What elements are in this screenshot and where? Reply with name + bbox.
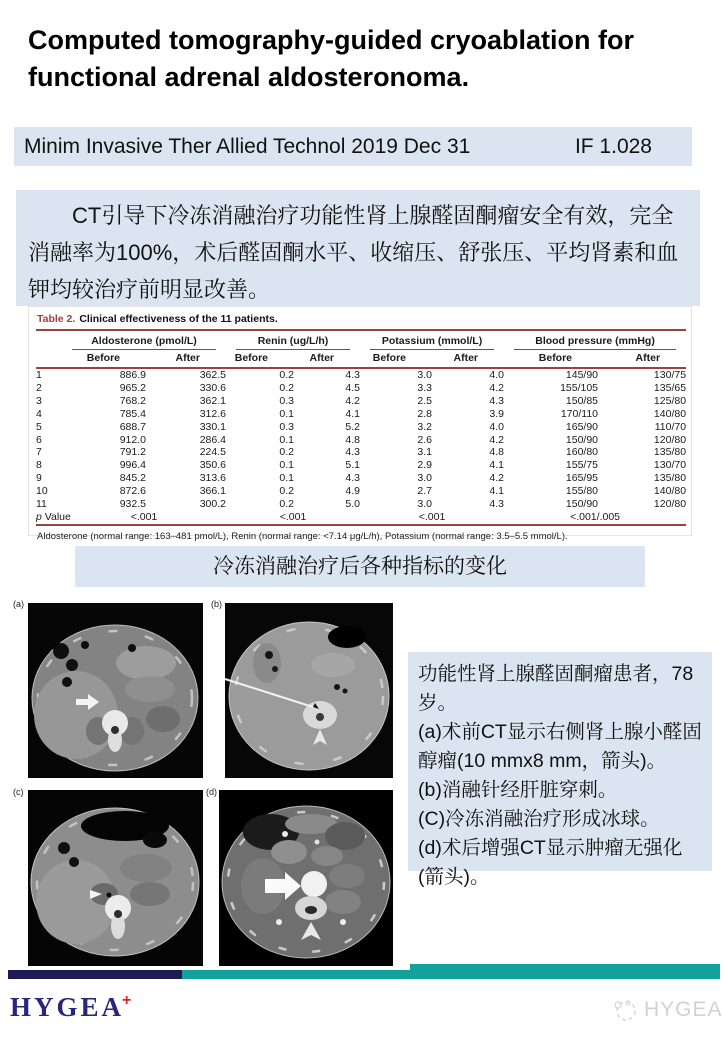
- figure-label-b: (b): [211, 599, 222, 609]
- table-footnote: Aldosterone (normal range: 163–481 pmol/L), Renin (normal range: <7.14 μg/L/h), Potassium (normal range: 3.5–5.5 mmol/L).: [37, 530, 568, 542]
- table-row: 11 932.5 300.2 0.2 5.0 3.0 4.3 150/90 120/80: [36, 498, 687, 511]
- page-title: Computed tomography-guided cryoablation for functional adrenal aldosteronoma.: [28, 25, 634, 92]
- description-line: (a)术前CT显示右侧肾上腺小醛固醇瘤(10 mmx8 mm，箭头)。: [418, 721, 702, 772]
- col-group-renin: Renin (ug/L/h): [226, 330, 360, 350]
- summary-box: [16, 190, 700, 306]
- p-value-blood-pressure: <.001/.005: [504, 511, 686, 525]
- p-value-row: [36, 511, 686, 525]
- table-row: 5 688.7 330.1 0.3 5.2 3.2 4.0 165/90 110/70: [36, 420, 687, 433]
- col-before: Before: [360, 350, 432, 368]
- figure-description-box: [408, 652, 712, 888]
- table-row: 1 886.9 362.5 0.2 4.3 3.0 4.0 145/90 130/75: [36, 369, 687, 381]
- ct-image-b: [225, 603, 393, 778]
- hygea-watermark: [612, 997, 723, 1023]
- ct-scan-a-graphic: [28, 603, 203, 778]
- col-after: After: [146, 350, 226, 368]
- p-value-label: p Value: [36, 510, 71, 523]
- table-row: 2 965.2 330.6 0.2 4.5 3.3 4.2 155/105 135/65: [36, 381, 687, 394]
- table-row: 3 768.2 362.1 0.3 4.2 2.5 4.3 150/85 125/80: [36, 394, 687, 407]
- ct-image-c: [28, 790, 203, 966]
- journal-name: Minim Invasive Ther Allied Technol 2019 Dec 31: [24, 134, 471, 158]
- table-row: 4 785.4 312.6 0.1 4.1 2.8 3.9 170/110 140/80: [36, 407, 687, 420]
- footer-bar-teal-segment: [182, 970, 410, 979]
- subheader-row: [36, 350, 686, 368]
- table-row: 10 872.6 366.1 0.2 4.9 2.7 4.1 155/80 140/80: [36, 485, 687, 498]
- table-number-label: Table 2.: [37, 313, 76, 325]
- ct-scan-c-graphic: [28, 790, 203, 966]
- table-title: [37, 313, 684, 325]
- ct-scan-d-graphic: [219, 790, 393, 966]
- table-title-text: Clinical effectiveness of the 11 patients.: [79, 313, 278, 325]
- ct-scan-b-graphic: [225, 603, 393, 778]
- hygea-emblem-icon: [612, 997, 638, 1023]
- col-after: After: [598, 350, 686, 368]
- group-header-row: [36, 330, 686, 350]
- description-line: (d)术后增强CT显示肿瘤无强化(箭头)。: [418, 837, 683, 888]
- figure-caption-bar: 冷冻消融治疗后各种指标的变化: [75, 546, 645, 587]
- figure-label-d: (d): [206, 787, 217, 797]
- description-text: [418, 660, 702, 892]
- impact-factor: IF 1.028: [574, 134, 652, 158]
- col-before: Before: [226, 350, 294, 368]
- col-group-potassium: Potassium (mmol/L): [360, 330, 504, 350]
- hygea-logo-text: HYGEA: [10, 992, 125, 1022]
- footer-bar-teal-segment-wide: [410, 964, 720, 979]
- table-panel: [28, 306, 692, 542]
- summary-text: CT引导下冷冻消融治疗功能性肾上腺醛固酮瘤安全有效，完全消融率为100%，术后醛固酮水平、收缩压、舒张压、平均肾素和血钾均较治疗前明显改善。: [28, 203, 679, 302]
- figure-label-a: (a): [13, 599, 24, 609]
- col-group-blood-pressure: Blood pressure (mmHg): [504, 330, 686, 350]
- description-line: 功能性肾上腺醛固酮瘤患者，78岁。: [418, 663, 694, 714]
- col-after: After: [294, 350, 360, 368]
- p-value-renin: <.001: [226, 511, 360, 525]
- clinical-table: [36, 329, 686, 526]
- red-cross-icon: +: [122, 992, 132, 1009]
- col-group-aldosterone: Aldosterone (pmol/L): [62, 330, 226, 350]
- table-row: 9 845.2 313.6 0.1 4.3 3.0 4.2 165/95 135/80: [36, 472, 687, 485]
- ct-image-d: [219, 790, 393, 966]
- ct-image-a: [28, 603, 203, 778]
- table-row: 8 996.4 350.6 0.1 5.1 2.9 4.1 155/75 130/70: [36, 459, 687, 472]
- description-line: (C)冷冻消融治疗形成冰球。: [418, 808, 660, 830]
- col-after: After: [432, 350, 504, 368]
- description-line: (b)消融针经肝脏穿刺。: [418, 779, 618, 801]
- watermark-text: HYGEA: [644, 998, 723, 1021]
- figure-label-c: (c): [13, 787, 24, 797]
- table-row: 7 791.2 224.5 0.2 4.3 3.1 4.8 160/80 135/80: [36, 446, 687, 459]
- journal-bar: [14, 127, 692, 166]
- aorta-highlight: [301, 871, 327, 897]
- hygea-logo: [10, 992, 133, 1023]
- footer-bar-navy-segment: [8, 970, 182, 979]
- col-before: Before: [62, 350, 146, 368]
- col-before: Before: [504, 350, 598, 368]
- table-row: 6 912.0 286.4 0.1 4.8 2.6 4.2 150/90 120/80: [36, 433, 687, 446]
- p-value-potassium: <.001: [360, 511, 504, 525]
- p-value-aldosterone: <.001: [62, 511, 226, 525]
- table-body: [36, 368, 686, 511]
